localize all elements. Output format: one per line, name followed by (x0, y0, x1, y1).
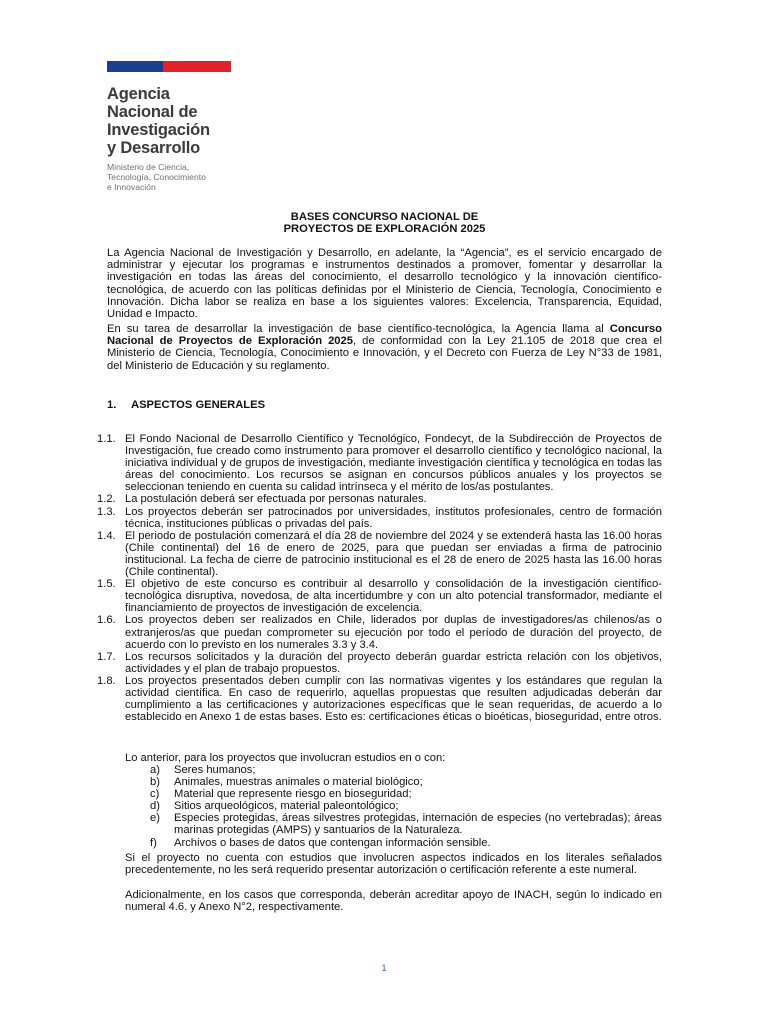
item-letter: b) (150, 776, 160, 789)
lettered-item (150, 800, 662, 812)
item-number: 1.8. (97, 674, 116, 687)
item-text: El Fondo Nacional de Desarrollo Científico y Tecnológico, Fondecyt, de la Subdirección de Proyectos de Investigación, fue creado como instrumento para promover el desarrollo científico y tecnológico nacional, la iniciativa individual y de grupos de investigación, mediante investigación científica y tecnológica en todas las áreas del conocimiento. Los recursos se asignan en concursos públicos anuales y los proyectos se seleccionan teniendo en cuenta su calidad intrínseca y el mérito de los/as postulantes. (125, 433, 662, 494)
item-text: El objetivo de este concurso es contribuir al desarrollo y consolidación de la investigación científico-tecnológica disruptiva, novedosa, de alta incertidumbre y con un alto potencial transformador, mediante el financiamiento de proyectos de investigación de excelencia. (125, 578, 662, 615)
document-title (107, 211, 662, 235)
second-paragraph (107, 323, 662, 372)
numbered-list (97, 433, 662, 723)
item-text: Especies protegidas, áreas silvestres protegidas, internación de especies (no vertebradas); áreas marinas protegidas (AMPS) y santuarios de la Naturaleza. (174, 812, 662, 837)
logo-blue-stripe (107, 61, 163, 72)
item-text: Los proyectos deben ser realizados en Chile, liderados por duplas de investigadores/as chilenos/as o extranjeros/as que puedan comprometer su ejecución por todo el período de duración del proyecto, de acuerdo con lo previsto en los numerales 3.3 y 3.4. (125, 614, 662, 651)
item-letter: e) (150, 812, 160, 825)
logo-red-stripe (163, 61, 231, 72)
item-text: Seres humanos; (174, 764, 256, 776)
item-number: 1.5. (97, 578, 116, 591)
title-line-2: PROYECTOS DE EXPLORACIÓN 2025 (283, 223, 486, 235)
list-item (97, 506, 662, 530)
item-text: Animales, muestras animales o material biológico; (174, 776, 423, 789)
second-paragraph-after: , de conformidad con la Ley 21.105 de 2018 que crea el Ministerio de Ciencia, Tecnología, Conocimiento e Innovación, y el Decreto con Fuerza de Ley N°33 de 1981, del Ministerio de Educación y su reglamento. (107, 335, 662, 372)
section-title: ASPECTOS GENERALES (131, 399, 266, 411)
logo-ministry-name (107, 162, 231, 192)
page-number: 1 (381, 963, 387, 973)
section-heading (107, 399, 265, 411)
contest-name-bold: Concurso Nacional de Proyectos de Exploración 2025 (107, 323, 662, 348)
logo-name-line: y Desarrollo (107, 139, 200, 157)
list-item (97, 578, 662, 614)
logo-flag-bar (107, 61, 231, 72)
no-studies-paragraph: Si el proyecto no cuenta con estudios que involucren aspectos indicados en los literales señalados precedentemente, no les será requerido presentar autorización o certificación referente a este numeral. (125, 852, 662, 877)
section-number: 1. (107, 399, 117, 411)
item-text: Sitios arqueológicos, material paleontológico; (174, 800, 399, 813)
lettered-item (150, 837, 662, 849)
item-letter: d) (150, 800, 160, 813)
list-item (97, 433, 662, 493)
item-text: Los proyectos presentados deben cumplir con las normativas vigentes y los estándares que regulan la actividad científica. En caso de requerirlo, aquellas propuestas que resulten adjudicadas deberán dar cumplimiento a las certificaciones y autorizaciones específicas que le sean requeridas, de acuerdo a lo establecido en Anexo 1 de estas bases. Esto es: certificaciones éticas o bioéticas, bioseguridad, entre otros. (125, 674, 662, 724)
logo-name-line: Agencia (107, 85, 170, 103)
item-number: 1.3. (97, 505, 116, 518)
lettered-item (150, 812, 662, 836)
list-item (97, 614, 662, 650)
item-text: Los recursos solicitados y la duración del proyecto deberán guardar estricta relación con los objetivos, actividades y el plan de trabajo propuestos. (125, 650, 662, 675)
item-number: 1.1. (97, 433, 116, 445)
inach-paragraph: Adicionalmente, en los casos que corresponda, deberán acreditar apoyo de INACH, según lo indicado en numeral 4.6. y Anexo N°2, respectivamente. (125, 889, 662, 914)
item-text: La postulación deberá ser efectuada por personas naturales. (125, 493, 427, 506)
list-item (97, 530, 662, 578)
lettered-item (150, 788, 662, 800)
item-number: 1.6. (97, 614, 116, 627)
item-text: Archivos o bases de datos que contengan información sensible. (174, 836, 491, 849)
item-text: Los proyectos deberán ser patrocinados por universidades, institutos profesionales, centro de formación técnica, instituciones públicas o privadas del país. (125, 505, 662, 530)
item-letter: c) (150, 788, 160, 801)
list-item (97, 651, 662, 675)
item-letter: f) (150, 836, 157, 849)
item-number: 1.4. (97, 529, 116, 542)
list-item (97, 675, 662, 723)
item-text: Material que represente riesgo en bioseguridad; (174, 788, 412, 801)
intro-paragraph: La Agencia Nacional de Investigación y Desarrollo, en adelante, la “Agencia”, es el servicio encargado de administrar y ejecutar los programas e instrumentos destinados a promover, fomentar y desarrollar la investigación en todas las áreas del conocimiento, el desarrollo tecnológico y la innovación científico-tecnológica, de acuerdo con las políticas definidas por el Ministerio de Ciencia, Tecnología, Conocimiento e Innovación. Dicha labor se realiza en base a los siguientes valores: Excelencia, Transparencia, Equidad, Unidad e Impacto. (107, 247, 662, 321)
logo-sub-line: Tecnología, Conocimiento (107, 172, 206, 182)
studies-intro: Lo anterior, para los proyectos que involucran estudios en o con: (125, 752, 446, 764)
second-paragraph-before: En su tarea de desarrollar la investigación de base científico-tecnológica, la Agencia llama al (107, 323, 610, 335)
logo-sub-line: Ministerio de Ciencia, (107, 162, 190, 172)
logo-name-line: Investigación (107, 121, 210, 139)
lettered-list (150, 764, 662, 849)
lettered-item (150, 764, 662, 776)
title-line-1: BASES CONCURSO NACIONAL DE (290, 211, 479, 223)
list-item (97, 493, 662, 505)
logo-agency-name (107, 85, 231, 157)
logo-name-line: Nacional de (107, 103, 198, 121)
item-letter: a) (150, 764, 160, 776)
item-number: 1.2. (97, 493, 116, 506)
item-text: El periodo de postulación comenzará el día 28 de noviembre del 2024 y se extenderá hasta las 16.00 horas (Chile continental) del 16 de enero de 2025, para que puedan ser enviadas a firma de patrocinio institucional. La fecha de cierre de patrocinio institucional es el 28 de enero de 2025 hasta las 16.00 horas (Chile continental). (125, 529, 662, 579)
item-number: 1.7. (97, 650, 116, 663)
lettered-item (150, 776, 662, 788)
agency-logo (107, 61, 231, 192)
logo-sub-line: e Innovación (107, 182, 156, 192)
